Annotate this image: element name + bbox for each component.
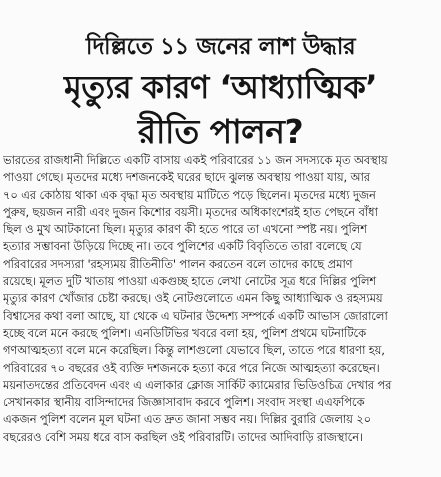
article-line: ৭০ এর কোঠায় থাকা এক বৃদ্ধা মৃত অবস্থায় মাটিতে পড়ে ছিলেন। মৃতদের মধ্যে দুজন [3,187,376,202]
headline-line-1: দিল্লিতে ১১ জনের লাশ উদ্ধার [85,34,356,60]
article-line: পরিবারের ৭০ বছরের ওই ব্যক্তি দশজনকে হত্যা করে পরে নিজে আত্মহত্যা করেছেন। [3,360,380,375]
article-line: গণআত্মহত্যা বলে মনে করেছিল। কিন্তু লাশগুলো যেভাবে ছিল, তাতে পরে ধারণা হয়, [3,343,385,358]
article-line: ভারতের রাজধানী দিল্লিতে একটি বাসায় একই পরিবারের ১১ জন সদস্যকে মৃত অবস্থায় [3,153,388,167]
article-line: ছিল ও মুখ আটকানো ছিল। মৃত্যুর কারণ কী হতে পারে তা এখনো স্পষ্ট নয়। পুলিশ [3,222,367,237]
article-line: ময়নাতদন্তের প্রতিবেদন এবং এ এলাকার ক্লোজ সার্কিট ক্যামেরার ভিডিওচিত্র দেখার পর [3,377,392,392]
headline-line-3: রীতি পালন? [137,112,304,151]
article-line: মৃত্যুর কারণ খোঁজার চেষ্টা করছে। ওই নোটগুলোতে এমন কিছু আধ্যাত্মিক ও রহস্যময় [3,291,383,306]
article-body [3,152,439,446]
article-line: হচ্ছে বলে মনে করছে পুলিশ। এনডিটিভির খবরে বলা হয়, পুলিশ প্রথমে ঘটনাটিকে [3,325,367,340]
article-line: রয়েছে। মূলত দুটি খাতায় পাওয়া একগুচ্ছ হাতে লেখা নোটের সূত্র ধরে দিল্লির পুলিশ [3,274,377,289]
article-line: হত্যার সম্ভাবনা উড়িয়ে দিচ্ছে না। তবে পুলিশের একটি বিবৃতিতে তারা বলেছে যে [3,239,362,254]
article-line: সেখানকার স্থানীয় বাসিন্দাদের জিজ্ঞাসাবাদ করবে পুলিশ। সংবাদ সংস্থা এএফপিকে [3,395,365,410]
article-line: বছরেরও বেশি সময় ধরে বাস করছিল ওই পরিবারটি। তাদের আদিবাড়ি রাজস্থানে। [3,429,363,444]
article-line: বিশ্বাসের কথা বলা আছে, যা থেকে এ ঘটনার উদ্দেশ্য সম্পর্কে একটি আভাস জোরালো [3,308,388,323]
article-line: পরিবারের সদস্যরা 'রহস্যময় রীতিনীতি' পালন করতেন বলে তাদের কাছে প্রমাণ [3,256,353,271]
article-line: পুরুষ, ছয়জন নারী এবং দুজন কিশোর বয়সী। মৃতদের অধিকাংশেরই হাত পেছনে বাঁধা [3,204,378,219]
article-line: পাওয়া গেছে। মৃতদের মধ্যে দশজনকেই ঘরের ছাদে ঝুলন্ত অবস্থায় পাওয়া যায়, আর [3,170,370,185]
article-line: একজন পুলিশ বলেন মূল ঘটনা এত দ্রুত জানা সম্ভব নয়। দিল্লির বুরারি জেলায় ২০ [3,412,371,427]
headline-line-2: মৃত্যুর কারণ ‘আধ্যাত্মিক’ [63,68,378,106]
